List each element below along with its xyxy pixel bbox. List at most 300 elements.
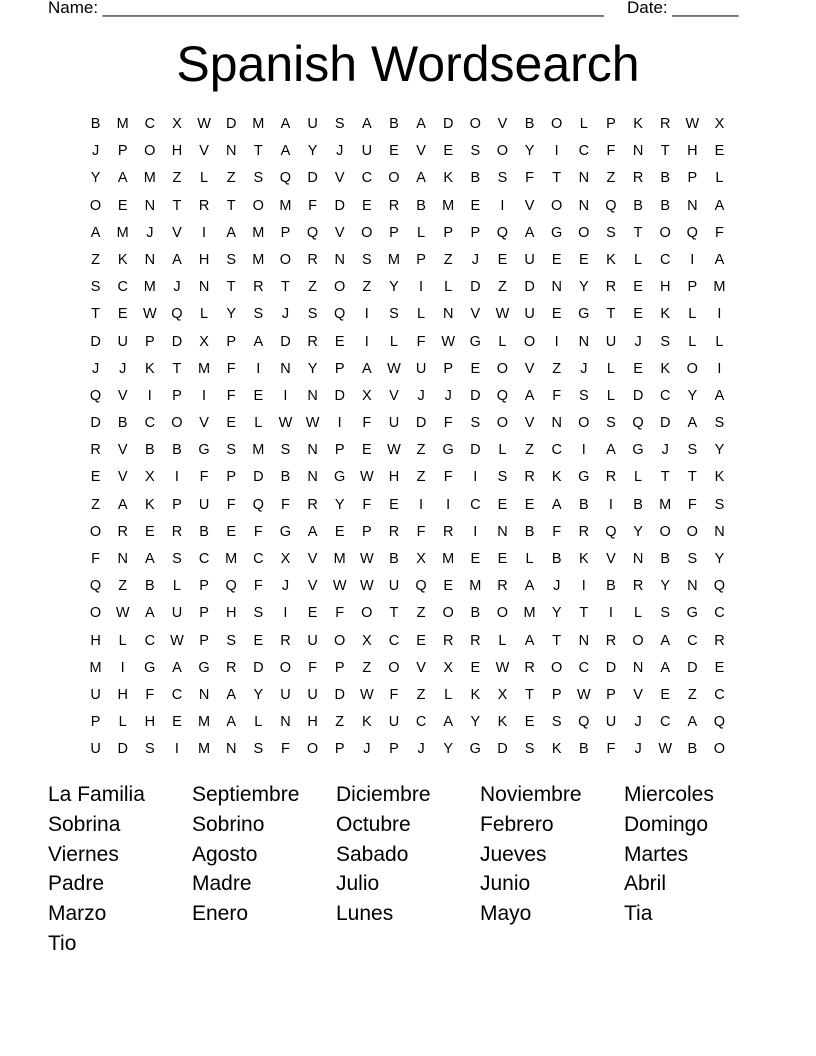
grid-letter: L (634, 605, 643, 622)
grid-letter: L (715, 333, 724, 350)
grid-letter: L (417, 306, 426, 323)
grid-letter: P (90, 714, 101, 731)
grid-letter: G (578, 469, 590, 486)
grid-letter: J (281, 578, 290, 595)
word-bank-item: Sabado (336, 842, 409, 866)
grid-letter: C (144, 116, 156, 132)
grid-letter: R (307, 496, 318, 513)
grid-letter: O (551, 116, 563, 132)
grid-letter: E (470, 551, 481, 567)
grid-letter: F (253, 578, 263, 595)
grid-letter: W (576, 686, 591, 703)
grid-letter: N (198, 686, 210, 703)
grid-letter: D (497, 741, 508, 758)
grid-letter: Y (524, 143, 535, 160)
grid-letter: O (361, 605, 373, 622)
grid-letter: L (444, 279, 453, 296)
grid-letter: B (660, 170, 671, 187)
grid-letter: R (117, 523, 128, 540)
grid-letter: L (200, 170, 209, 187)
grid-letter: N (225, 741, 237, 758)
grid-letter: S (470, 415, 481, 432)
grid-letter: T (552, 632, 562, 649)
grid-letter: B (551, 551, 562, 567)
grid-letter: G (632, 442, 644, 459)
grid-letter: E (389, 143, 399, 160)
grid-letter: R (280, 632, 291, 649)
grid-letter: P (389, 741, 399, 758)
grid-letter: U (388, 578, 400, 595)
grid-letter: W (197, 116, 211, 132)
grid-letter: G (144, 659, 156, 676)
grid-letter: A (172, 659, 182, 676)
grid-letter: A (144, 605, 155, 622)
grid-letter: N (551, 415, 562, 432)
grid-letter: R (524, 659, 535, 676)
grid-letter: L (417, 224, 426, 241)
grid-letter: O (89, 523, 102, 540)
grid-letter: M (225, 551, 238, 567)
grid-letter: O (171, 415, 183, 432)
grid-letter: N (442, 306, 454, 323)
grid-letter: B (144, 578, 155, 595)
grid-letter: C (117, 279, 128, 296)
grid-letter: S (470, 143, 481, 160)
grid-letter: W (387, 360, 401, 377)
grid-letter: N (307, 387, 318, 404)
grid-letter: C (198, 551, 210, 567)
grid-letter: T (687, 469, 697, 486)
grid-letter: I (120, 659, 125, 676)
grid-letter: O (578, 415, 590, 432)
grid-letter: D (117, 741, 128, 758)
grid-letter: H (198, 251, 210, 268)
grid-letter: Z (172, 170, 182, 187)
word-bank-item: Tio (48, 931, 77, 955)
grid-letter: F (281, 496, 290, 513)
grid-letter: Y (307, 360, 318, 377)
grid-letter: Z (416, 686, 426, 703)
grid-letter: P (172, 496, 182, 513)
grid-letter: G (469, 741, 481, 758)
grid-letter: F (443, 469, 453, 486)
grid-letter: T (606, 306, 616, 323)
grid-letter: K (443, 170, 454, 187)
word-bank-item: Diciembre (336, 783, 431, 806)
grid-letter: D (90, 415, 101, 432)
grid-letter: J (444, 387, 452, 404)
grid-letter: T (660, 143, 670, 160)
grid-letter: S (714, 415, 725, 432)
grid-letter: A (714, 197, 725, 214)
grid-letter: R (659, 116, 671, 132)
grid-letter: P (280, 224, 291, 241)
grid-letter: D (171, 333, 183, 350)
grid-letter: Y (226, 306, 237, 323)
grid-letter: G (578, 306, 590, 323)
grid-letter: O (144, 143, 156, 160)
grid-letter: D (470, 279, 481, 296)
grid-letter: D (280, 333, 291, 350)
grid-letter: V (307, 551, 318, 567)
grid-letter: A (524, 224, 535, 241)
date-field-label: Date: _______ (627, 0, 739, 17)
grid-letter: A (280, 143, 291, 160)
grid-letter: E (551, 251, 562, 268)
grid-letter: Q (415, 578, 427, 595)
word-bank-item: Julio (336, 872, 380, 896)
grid-letter: C (687, 632, 698, 649)
grid-letter: U (307, 116, 318, 132)
grid-letter: T (226, 197, 236, 214)
grid-letter: I (202, 224, 207, 241)
grid-letter: R (578, 523, 590, 540)
grid-letter: N (687, 578, 698, 595)
grid-letter: Z (416, 442, 426, 459)
word-bank-item: Madre (192, 872, 252, 896)
grid-letter: V (497, 116, 508, 132)
grid-letter: C (551, 442, 562, 459)
grid-letter: B (172, 442, 182, 459)
grid-row (82, 600, 733, 627)
grid-letter: E (497, 496, 508, 513)
grid-letter: J (119, 360, 127, 377)
grid-letter: F (687, 496, 697, 513)
grid-letter: X (361, 387, 372, 404)
grid-letter: G (279, 523, 292, 540)
grid-letter: K (714, 469, 725, 486)
grid-letter: A (361, 116, 372, 132)
grid-letter: P (361, 523, 372, 540)
grid-letter: X (280, 551, 291, 567)
grid-letter: N (144, 251, 156, 268)
grid-letter: B (389, 551, 399, 567)
word-bank-item: La Familia (48, 783, 145, 806)
grid-letter: E (470, 360, 481, 377)
grid-letter: T (172, 360, 182, 377)
grid-letter: E (633, 279, 643, 296)
grid-letter: B (117, 415, 128, 432)
grid-letter: D (524, 279, 535, 296)
grid-row (82, 492, 733, 519)
grid-letter: W (387, 442, 401, 459)
grid-letter: E (470, 197, 481, 214)
grid-letter: P (199, 578, 209, 595)
grid-letter: N (497, 523, 508, 540)
grid-letter: Q (713, 714, 726, 731)
grid-letter: A (226, 224, 237, 241)
grid-letter: R (470, 632, 481, 649)
grid-letter: Q (496, 387, 509, 404)
grid-letter: E (633, 360, 643, 377)
grid-letter: S (280, 442, 291, 459)
grid-letter: O (469, 116, 481, 132)
grid-letter: L (688, 333, 697, 350)
grid-letter: C (714, 686, 725, 703)
grid-letter: T (525, 686, 534, 703)
grid-letter: C (578, 659, 590, 676)
grid-row (82, 709, 733, 736)
word-bank-item: Sobrino (192, 812, 265, 836)
grid-letter: E (226, 415, 237, 432)
grid-letter: I (717, 306, 722, 323)
grid-letter: R (90, 442, 101, 459)
grid-letter: J (634, 714, 642, 731)
grid-letter: E (416, 632, 426, 649)
grid-letter: M (198, 714, 211, 731)
grid-letter: A (416, 170, 426, 187)
grid-letter: A (280, 116, 291, 132)
grid-letter: J (363, 741, 371, 758)
grid-letter: R (714, 632, 725, 649)
grid-letter: J (471, 251, 479, 268)
grid-letter: I (364, 333, 369, 350)
header-line (48, 0, 748, 19)
grid-letter: C (361, 170, 373, 187)
grid-letter: L (444, 686, 453, 703)
grid-letter: I (256, 360, 261, 377)
grid-letter: Q (252, 496, 264, 513)
grid-row (82, 138, 733, 165)
word-bank-item: Noviembre (480, 783, 582, 806)
grid-letter: C (714, 605, 725, 622)
grid-letter: Q (171, 306, 183, 323)
grid-letter: M (252, 116, 265, 132)
grid-letter: U (605, 333, 617, 350)
grid-letter: S (551, 714, 562, 731)
grid-letter: V (416, 659, 426, 676)
grid-letter: O (659, 224, 671, 241)
grid-letter: O (632, 632, 644, 649)
grid-letter: Q (306, 224, 319, 241)
grid-letter: P (606, 116, 616, 132)
grid-letter: E (551, 306, 562, 323)
grid-letter: Z (416, 469, 426, 486)
grid-letter: Z (416, 605, 426, 622)
grid-letter: Y (551, 605, 562, 622)
grid-letter: F (335, 605, 345, 622)
grid-letter: V (389, 387, 399, 404)
grid-letter: F (362, 496, 372, 513)
grid-letter: T (253, 143, 263, 160)
grid-letter: D (659, 415, 671, 432)
grid-letter: G (198, 659, 210, 676)
grid-letter: O (523, 333, 536, 350)
grid-letter: V (117, 469, 128, 486)
grid-letter: D (307, 170, 318, 187)
grid-letter: Z (335, 714, 345, 731)
grid-row (82, 220, 733, 247)
grid-letter: M (143, 279, 156, 296)
grid-letter: F (145, 686, 155, 703)
grid-letter: W (685, 116, 700, 132)
grid-letter: O (686, 360, 698, 377)
grid-letter: S (687, 551, 698, 567)
grid-letter: M (442, 197, 455, 214)
grid-letter: E (660, 686, 671, 703)
grid-letter: B (144, 442, 155, 459)
grid-letter: E (253, 632, 264, 649)
grid-letter: A (524, 578, 535, 595)
grid-letter: G (442, 442, 454, 459)
grid-letter: J (91, 360, 100, 377)
grid-letter: D (415, 415, 427, 432)
grid-letter: F (715, 224, 724, 241)
grid-letter: R (605, 469, 617, 486)
grid-row (82, 655, 733, 682)
grid-letter: I (174, 469, 179, 486)
grid-letter: H (117, 686, 128, 703)
word-bank-item: Febrero (480, 812, 554, 836)
grid-letter: U (280, 686, 291, 703)
grid-letter: P (606, 686, 616, 703)
grid-letter: R (388, 523, 400, 540)
word-bank-item: Domingo (624, 812, 709, 836)
grid-letter: K (633, 116, 643, 132)
grid-letter: O (713, 741, 726, 758)
grid-letter: I (581, 442, 586, 459)
grid-letter: S (497, 170, 508, 187)
grid-letter: C (470, 496, 481, 513)
grid-letter: L (688, 306, 697, 323)
grid-letter: F (226, 360, 236, 377)
grid-letter: S (253, 170, 264, 187)
grid-letter: I (608, 605, 613, 622)
grid-letter: L (200, 306, 209, 323)
grid-letter: B (280, 469, 291, 486)
grid-letter: A (606, 442, 616, 459)
grid-letter: F (389, 686, 399, 703)
grid-letter: Z (118, 578, 128, 595)
grid-letter: Q (632, 415, 644, 432)
grid-letter: W (359, 551, 374, 567)
grid-letter: F (416, 523, 426, 540)
grid-letter: N (307, 442, 318, 459)
grid-letter: J (634, 333, 642, 350)
grid-letter: D (334, 387, 345, 404)
grid-letter: P (199, 605, 209, 622)
grid-letter: Z (362, 659, 372, 676)
grid-letter: S (226, 251, 237, 268)
name-field-label: Name: _____________________________________________________ (48, 0, 604, 17)
grid-letter: D (225, 116, 237, 132)
grid-letter: V (524, 360, 535, 377)
grid-letter: O (551, 197, 563, 214)
grid-letter: Z (606, 170, 616, 187)
grid-letter: N (578, 197, 590, 214)
grid-letter: Y (470, 714, 481, 731)
grid-letter: Y (660, 578, 671, 595)
grid-letter: G (198, 442, 210, 459)
grid-letter: R (307, 333, 318, 350)
grid-letter: I (337, 415, 342, 432)
grid-letter: Q (578, 714, 590, 731)
grid-letter: U (388, 415, 400, 432)
grid-letter: X (172, 116, 182, 132)
grid-letter: D (470, 387, 481, 404)
grid-letter: R (442, 523, 454, 540)
grid-letter: A (524, 387, 535, 404)
grid-letter: W (278, 415, 293, 432)
grid-row (82, 301, 733, 328)
grid-letter: H (659, 279, 671, 296)
grid-letter: F (606, 741, 616, 758)
grid-letter: G (334, 469, 346, 486)
grid-letter: C (388, 632, 400, 649)
grid-letter: I (446, 496, 451, 513)
grid-letter: Q (686, 224, 698, 241)
grid-letter: V (524, 415, 535, 432)
grid-letter: M (143, 170, 156, 187)
grid-letter: D (632, 387, 644, 404)
grid-letter: S (144, 741, 155, 758)
grid-letter: I (581, 578, 586, 595)
grid-letter: Y (253, 686, 264, 703)
grid-letter: E (117, 197, 128, 214)
grid-letter: G (469, 333, 481, 350)
grid-letter: M (442, 551, 455, 567)
grid-letter: J (417, 387, 425, 404)
grid-letter: A (172, 251, 182, 268)
grid-letter: H (307, 714, 318, 731)
word-bank-item: Padre (48, 872, 105, 896)
grid-letter: N (280, 360, 291, 377)
grid-letter: L (389, 333, 398, 350)
grid-letter: W (658, 741, 673, 758)
grid-row (82, 573, 733, 600)
grid-letter: E (117, 306, 128, 323)
grid-letter: S (714, 496, 725, 513)
grid-letter: M (279, 197, 292, 214)
grid-letter: E (578, 251, 589, 268)
grid-letter: Q (496, 224, 509, 241)
grid-letter: R (605, 632, 617, 649)
grid-row (82, 410, 733, 437)
grid-letter: O (89, 197, 102, 214)
word-bank-item: Miercoles (624, 783, 714, 806)
grid-letter: R (307, 251, 318, 268)
grid-row (82, 628, 733, 655)
grid-letter: M (116, 224, 129, 241)
grid-letter: D (687, 659, 698, 676)
grid-letter: U (90, 741, 101, 758)
grid-letter: R (198, 197, 210, 214)
grid-letter: U (524, 251, 535, 268)
grid-letter: Q (89, 387, 102, 404)
grid-letter: F (253, 523, 263, 540)
grid-letter: I (473, 523, 478, 540)
grid-letter: V (334, 170, 345, 187)
letter-grid (82, 111, 733, 764)
grid-letter: P (470, 224, 481, 241)
grid-letter: I (202, 387, 207, 404)
grid-letter: E (361, 197, 372, 214)
grid-letter: T (660, 469, 670, 486)
grid-letter: M (523, 605, 536, 622)
grid-letter: O (442, 605, 454, 622)
grid-row (82, 165, 733, 192)
grid-letter: C (659, 714, 671, 731)
grid-letter: I (364, 306, 369, 323)
grid-letter: I (283, 387, 288, 404)
grid-letter: R (497, 578, 508, 595)
grid-letter: H (90, 632, 101, 649)
grid-letter: S (226, 632, 237, 649)
grid-letter: O (496, 415, 509, 432)
grid-letter: Z (91, 251, 100, 268)
grid-letter: W (332, 578, 347, 595)
grid-letter: B (687, 741, 698, 758)
